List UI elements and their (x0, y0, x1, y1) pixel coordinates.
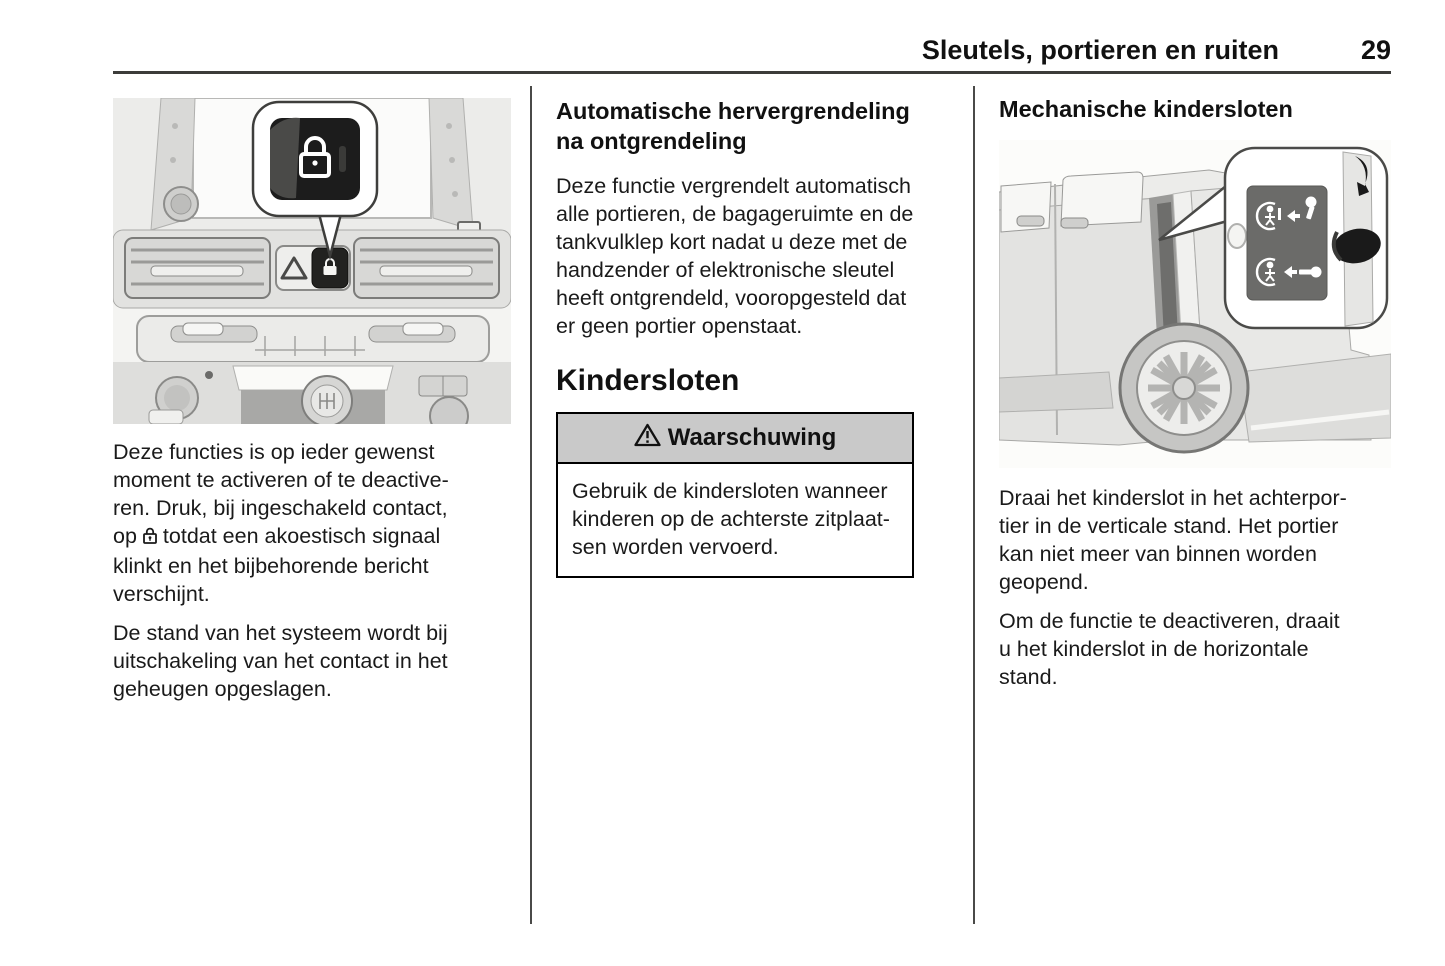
child-lock-pictogram (1247, 186, 1327, 300)
page-title: Sleutels, portieren en ruiten (921, 35, 1279, 65)
paragraph: Draai het kinderslot in het achterportier in de verticale stand. Het portier kan niet meer van binnen worden geopend. (999, 486, 1347, 594)
column-divider-left (530, 86, 532, 924)
page-header (113, 34, 1391, 66)
van-child-lock-illustration (999, 140, 1391, 468)
paragraph-text: Deze functies is op ieder gewenst moment te activeren of te deactiveren. Druk, bij ingeschakeld contact, op (113, 440, 449, 548)
left-air-vent (125, 238, 270, 298)
warning-triangle-icon (634, 423, 661, 454)
paragraph: De stand van het systeem wordt bij uitschakeling van het contact in het geheugen opgeslagen. (113, 621, 448, 701)
column-1 (113, 86, 511, 714)
column-3 (999, 86, 1391, 702)
section-heading-relock: Automatische hervergrendeling na ontgrendeling (556, 98, 910, 154)
page-number: 29 (1360, 35, 1391, 65)
warning-box-header (558, 414, 912, 464)
paragraph (113, 438, 473, 608)
gear-shift-knob (302, 376, 352, 424)
center-console-illustration (113, 98, 511, 424)
column-2 (556, 86, 914, 578)
lock-icon (142, 524, 158, 552)
warning-box (556, 412, 914, 578)
paragraph-text: totdat een akoestisch signaal klinkt en het bijbehorende bericht verschijnt. (113, 524, 441, 606)
rear-wheel (1120, 324, 1248, 452)
warning-title: Waarschuwing (667, 424, 837, 451)
paragraph: Om de functie te deactiveren, draait u het kinderslot in de horizontale stand. (999, 609, 1340, 689)
header-rule (113, 71, 1391, 74)
van-svg (999, 140, 1391, 468)
column-divider-right (973, 86, 975, 924)
right-air-vent (354, 238, 499, 298)
section-heading-kindersloten: Kindersloten (556, 364, 740, 397)
warning-body: Gebruik de kindersloten wanneer kinderen op de achterste zitplaatsen worden vervoerd. (572, 479, 890, 559)
paragraph: Deze functie vergrendelt automatisch alle portieren, de bagageruimte en de tankvulklep kort nadat u deze met de handzender of elektronische sleutel heeft ontgrendeld, vooropgesteld dat er geen portier openstaat. (556, 174, 914, 338)
section-heading-mechanisch: Mechanische kindersloten (999, 96, 1293, 122)
console-svg (113, 98, 511, 424)
